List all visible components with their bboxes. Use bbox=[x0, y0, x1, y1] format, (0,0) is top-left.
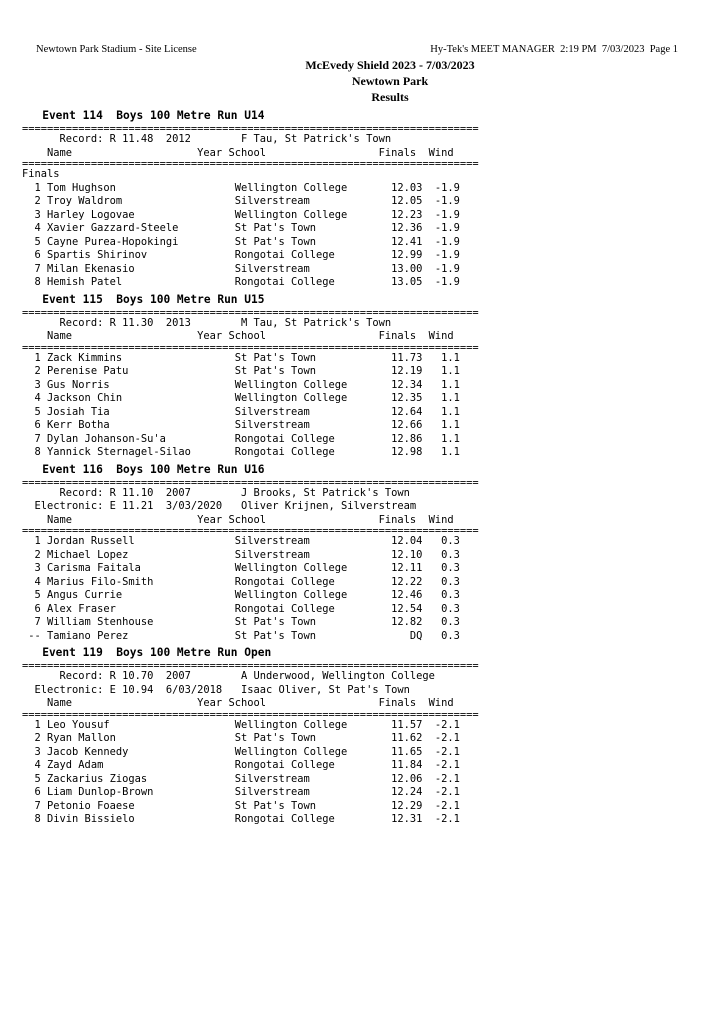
venue-title: Newtown Park bbox=[351, 74, 429, 88]
rule-line: ========================================================================= bbox=[22, 125, 479, 133]
result-row: 7 Petonio Foaese St Pat's Town 12.29 -2.1 bbox=[22, 799, 460, 812]
result-row: 2 Ryan Mallon St Pat's Town 11.62 -2.1 bbox=[22, 732, 460, 744]
column-header: Name Year School Finals Wind bbox=[22, 697, 454, 709]
result-row: 8 Yannick Sternagel-Silao Rongotai College 12.98 1.1 bbox=[22, 446, 460, 458]
event-title: Event 114 Boys 100 Metre Run U14 bbox=[22, 109, 265, 122]
result-row: 5 Josiah Tia Silverstream 12.64 1.1 bbox=[22, 405, 460, 418]
result-row: 4 Xavier Gazzard-Steele St Pat's Town 12.36 -1.9 bbox=[22, 222, 460, 234]
record-line: Electronic: E 10.94 6/03/2018 Isaac Oliver, St Pat's Town bbox=[22, 683, 410, 696]
section-label: Finals bbox=[22, 168, 60, 180]
result-row: 3 Harley Logovae Wellington College 12.23 -1.9 bbox=[22, 208, 460, 221]
record-line: Record: R 11.30 2013 M Tau, St Patrick's Town bbox=[22, 316, 392, 329]
result-row: 6 Liam Dunlop-Brown Silverstream 12.24 -2.1 bbox=[22, 786, 460, 798]
result-row: 2 Troy Waldrom Silverstream 12.05 -1.9 bbox=[22, 195, 460, 207]
result-row: -- Tamiano Perez St Pat's Town DQ 0.3 bbox=[22, 629, 460, 642]
result-row: 6 Alex Fraser Rongotai College 12.54 0.3 bbox=[22, 602, 460, 615]
result-row: 4 Zayd Adam Rongotai College 11.84 -2.1 bbox=[22, 759, 460, 771]
page-header-left: Newtown Park Stadium - Site License bbox=[36, 44, 197, 55]
column-header: Name Year School Finals Wind bbox=[22, 513, 454, 526]
result-row: 1 Jordan Russell Silverstream 12.04 0.3 bbox=[22, 535, 460, 547]
rule-line: ========================================================================= bbox=[22, 478, 479, 487]
result-row: 4 Marius Filo-Smith Rongotai College 12.22 0.3 bbox=[22, 575, 460, 588]
result-row: 7 Milan Ekenasio Silverstream 13.00 -1.9 bbox=[22, 262, 460, 275]
result-row: 4 Jackson Chin Wellington College 12.35 1.1 bbox=[22, 392, 460, 404]
result-row: 5 Cayne Purea-Hopokingi St Pat's Town 12.41 -1.9 bbox=[22, 235, 460, 248]
result-row: 3 Jacob Kennedy Wellington College 11.65 -2.1 bbox=[22, 745, 460, 758]
rule-line: ========================================================================= bbox=[22, 160, 479, 168]
record-line: Record: R 11.48 2012 F Tau, St Patrick's Town bbox=[22, 133, 392, 145]
rule-line: ========================================================================= bbox=[22, 527, 479, 535]
result-row: 6 Spartis Shirinov Rongotai College 12.99 -1.9 bbox=[22, 249, 460, 261]
meet-title: McEvedy Shield 2023 - 7/03/2023 bbox=[305, 58, 475, 72]
result-row: 8 Hemish Patel Rongotai College 13.05 -1.9 bbox=[22, 276, 460, 288]
rule-line: ========================================================================= bbox=[22, 308, 479, 317]
rule-line: ========================================================================= bbox=[22, 710, 479, 719]
result-row: 1 Zack Kimmins St Pat's Town 11.73 1.1 bbox=[22, 351, 460, 364]
rule-line: ========================================================================= bbox=[22, 662, 479, 670]
record-line: Record: R 10.70 2007 A Underwood, Wellington College bbox=[22, 670, 435, 682]
result-row: 7 Dylan Johanson-Su'a Rongotai College 12.86 1.1 bbox=[22, 432, 460, 445]
result-row: 1 Leo Yousuf Wellington College 11.57 -2.1 bbox=[22, 718, 460, 731]
results-title: Results bbox=[371, 90, 409, 104]
column-header: Name Year School Finals Wind bbox=[22, 146, 454, 159]
event-title: Event 115 Boys 100 Metre Run U15 bbox=[22, 292, 265, 306]
result-row: 5 Zackarius Ziogas Silverstream 12.06 -2.1 bbox=[22, 772, 460, 785]
record-line: Record: R 11.10 2007 J Brooks, St Patrick's Town bbox=[22, 486, 410, 499]
result-row: 6 Kerr Botha Silverstream 12.66 1.1 bbox=[22, 419, 460, 431]
page-header-right: Hy-Tek's MEET MANAGER 2:19 PM 7/03/2023 Page 1 bbox=[430, 44, 678, 55]
result-row: 2 Perenise Patu St Pat's Town 12.19 1.1 bbox=[22, 365, 460, 377]
result-row: 8 Divin Bissielo Rongotai College 12.31 -2.1 bbox=[22, 813, 460, 825]
result-row: 3 Gus Norris Wellington College 12.34 1.1 bbox=[22, 378, 460, 391]
rule-line: ========================================================================= bbox=[22, 343, 479, 352]
result-row: 5 Angus Currie Wellington College 12.46 0.3 bbox=[22, 589, 460, 601]
column-header: Name Year School Finals Wind bbox=[22, 330, 454, 342]
event-title: Event 119 Boys 100 Metre Run Open bbox=[22, 646, 272, 659]
result-row: 7 William Stenhouse St Pat's Town 12.82 0.3 bbox=[22, 616, 460, 628]
result-row: 2 Michael Lopez Silverstream 12.10 0.3 bbox=[22, 548, 460, 561]
event-title: Event 116 Boys 100 Metre Run U16 bbox=[22, 462, 265, 476]
result-row: 1 Tom Hughson Wellington College 12.03 -1.9 bbox=[22, 181, 460, 194]
record-line: Electronic: E 11.21 3/03/2020 Oliver Krijnen, Silverstream bbox=[22, 500, 417, 512]
result-row: 3 Carisma Faitala Wellington College 12.11 0.3 bbox=[22, 562, 460, 574]
results-body bbox=[22, 109, 479, 827]
